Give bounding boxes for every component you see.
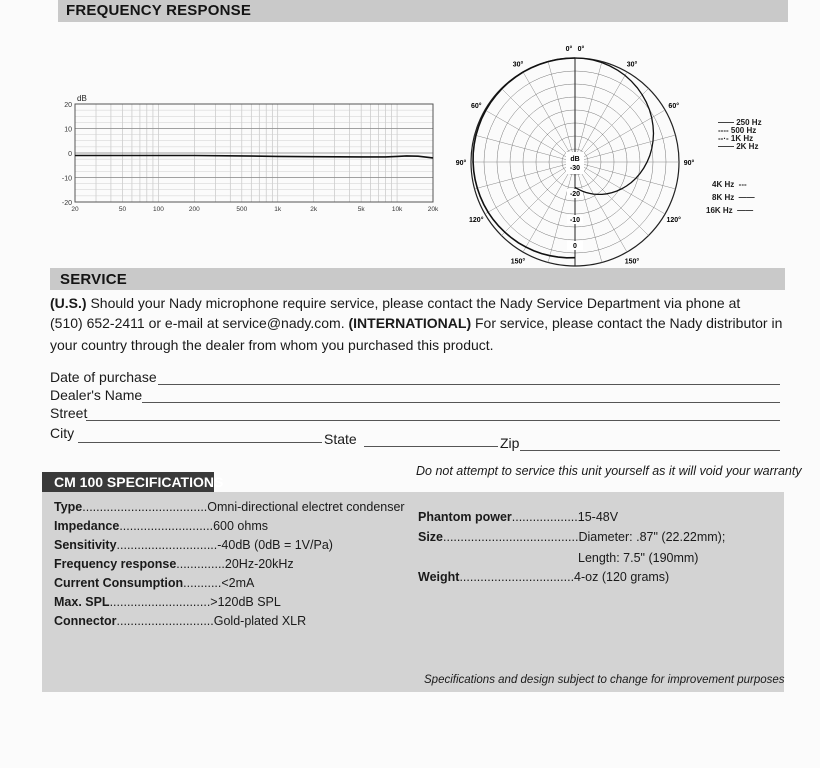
spec-current-consumption: Current Consumption...........<2mA bbox=[54, 576, 255, 590]
polar-spoke bbox=[501, 88, 575, 162]
x-tick-label: 10k bbox=[391, 206, 403, 213]
polar-angle-right: 60° bbox=[668, 103, 680, 110]
polar-db-tick: 0 bbox=[573, 243, 577, 250]
polar-spoke bbox=[523, 72, 575, 162]
polar-angle-right: 150° bbox=[624, 258, 640, 266]
x-tick-label: 500 bbox=[236, 206, 248, 213]
polar-spoke bbox=[575, 162, 665, 214]
polar-pattern-chart bbox=[450, 45, 700, 275]
city-label: City bbox=[50, 425, 75, 441]
x-tick-label: 20 bbox=[71, 206, 79, 213]
polar-db-tick: -10 bbox=[569, 217, 581, 224]
service-paragraph-line-1: (U.S.) Should your Nady microphone require service, please contact the Nady Service Department via phone at bbox=[50, 295, 741, 311]
spec-size-length: Length: 7.5" (190mm) bbox=[578, 551, 699, 565]
dealer-name-line[interactable] bbox=[142, 402, 780, 403]
spec-max-spl: Max. SPL.............................>120dB SPL bbox=[54, 595, 281, 609]
date-of-purchase-label: Date of purchase bbox=[50, 369, 157, 385]
polar-spoke bbox=[475, 162, 575, 189]
legend-16khz: 16K Hz —— bbox=[706, 206, 754, 215]
zip-label: Zip bbox=[500, 435, 520, 451]
polar-spoke bbox=[575, 162, 627, 252]
x-tick-label: 50 bbox=[118, 206, 127, 213]
polar-spoke bbox=[485, 162, 575, 214]
spec-weight: Weight.................................4-oz (120 grams) bbox=[418, 570, 670, 584]
x-tick-label: 2k bbox=[310, 206, 318, 213]
polar-spoke bbox=[575, 135, 675, 162]
x-tick-label: 5k bbox=[357, 206, 365, 213]
x-tick-label: 20k bbox=[427, 206, 439, 213]
polar-angle-right: 30° bbox=[626, 61, 638, 69]
service-paragraph-line-2: (510) 652-2411 or e-mail at service@nady.com. (INTERNATIONAL) For service, please contact the Nady distributor in bbox=[50, 315, 783, 331]
legend-2khz: —— 2K Hz bbox=[718, 142, 759, 151]
service-paragraph-line-3: your country through the dealer from whom you purchased this product. bbox=[50, 337, 494, 353]
y-unit-label: dB bbox=[77, 94, 87, 103]
service-header bbox=[50, 268, 785, 290]
dealer-name-label: Dealer's Name bbox=[50, 387, 143, 403]
polar-db-tick: -20 bbox=[569, 191, 581, 198]
polar-angle-left: 90° bbox=[455, 160, 467, 167]
spec-type: Type....................................Omni-directional electret condenser bbox=[54, 500, 405, 514]
legend-8khz: 8K Hz —— bbox=[712, 193, 755, 202]
polar-spoke bbox=[485, 110, 575, 162]
zip-line[interactable] bbox=[520, 450, 780, 451]
x-tick-label: 200 bbox=[188, 206, 200, 213]
y-tick-label: -20 bbox=[61, 200, 72, 207]
state-line[interactable] bbox=[364, 446, 498, 447]
polar-spoke bbox=[523, 162, 575, 252]
y-tick-label: -10 bbox=[61, 175, 72, 183]
x-tick-label: 1k bbox=[274, 206, 282, 213]
polar-spoke bbox=[575, 72, 627, 162]
service-title: SERVICE bbox=[60, 271, 127, 288]
polar-angle-left: 60° bbox=[470, 103, 482, 110]
polar-spoke bbox=[501, 162, 575, 236]
spec-frequency-response: Frequency response..............20Hz-20kHz bbox=[54, 557, 294, 571]
polar-angle-right: 90° bbox=[683, 160, 695, 167]
street-line[interactable] bbox=[86, 420, 780, 421]
polar-spoke bbox=[575, 62, 602, 162]
spec-impedance: Impedance...........................600 ohms bbox=[54, 519, 268, 533]
y-tick-label: 20 bbox=[64, 102, 72, 109]
city-line[interactable] bbox=[78, 442, 322, 443]
legend-250hz: —— 250 Hz bbox=[718, 118, 762, 127]
polar-angle-left: 30° bbox=[512, 61, 524, 69]
specifications-footer: Specifications and design subject to change for improvement purposes bbox=[424, 674, 785, 686]
legend-1khz: --·- 1K Hz bbox=[718, 134, 754, 143]
polar-angle-left: 120° bbox=[469, 217, 484, 224]
y-tick-label: 10 bbox=[64, 126, 72, 134]
frequency-response-title: FREQUENCY RESPONSE bbox=[66, 2, 252, 19]
x-tick-label: 100 bbox=[152, 206, 164, 213]
legend-500hz: ---- 500 Hz bbox=[718, 126, 757, 135]
specifications-title: CM 100 SPECIFICATIONS bbox=[54, 474, 224, 490]
spec-sensitivity: Sensitivity.............................-40dB (0dB = 1V/Pa) bbox=[54, 538, 333, 552]
date-of-purchase-line[interactable] bbox=[158, 384, 780, 385]
polar-db-label: dB bbox=[570, 156, 580, 163]
legend-4khz: 4K Hz --- bbox=[712, 180, 747, 189]
y-tick-label: 0 bbox=[68, 151, 72, 158]
polar-spoke bbox=[575, 88, 649, 162]
polar-spoke bbox=[548, 62, 575, 162]
polar-angle-right: 0° bbox=[577, 46, 585, 53]
polar-spoke bbox=[575, 162, 649, 236]
polar-angle-left: 0° bbox=[565, 46, 573, 53]
street-label: Street bbox=[50, 405, 88, 421]
polar-angle-right: 120° bbox=[666, 217, 681, 224]
polar-angle-left: 150° bbox=[510, 258, 526, 266]
response-curve bbox=[75, 156, 433, 158]
polar-spoke bbox=[575, 162, 675, 189]
spec-phantom-power: Phantom power...................15-48V bbox=[418, 510, 619, 524]
polar-spoke bbox=[475, 135, 575, 162]
spec-size: Size.......................................Diameter: .87" (22.22mm); bbox=[418, 530, 726, 544]
warranty-warning: Do not attempt to service this unit yourself as it will void your warranty bbox=[416, 464, 802, 478]
spec-connector: Connector............................Gold-plated XLR bbox=[54, 614, 307, 628]
frequency-response-chart bbox=[55, 90, 495, 220]
state-label: State bbox=[324, 431, 357, 447]
polar-db-tick: -30 bbox=[569, 165, 581, 172]
